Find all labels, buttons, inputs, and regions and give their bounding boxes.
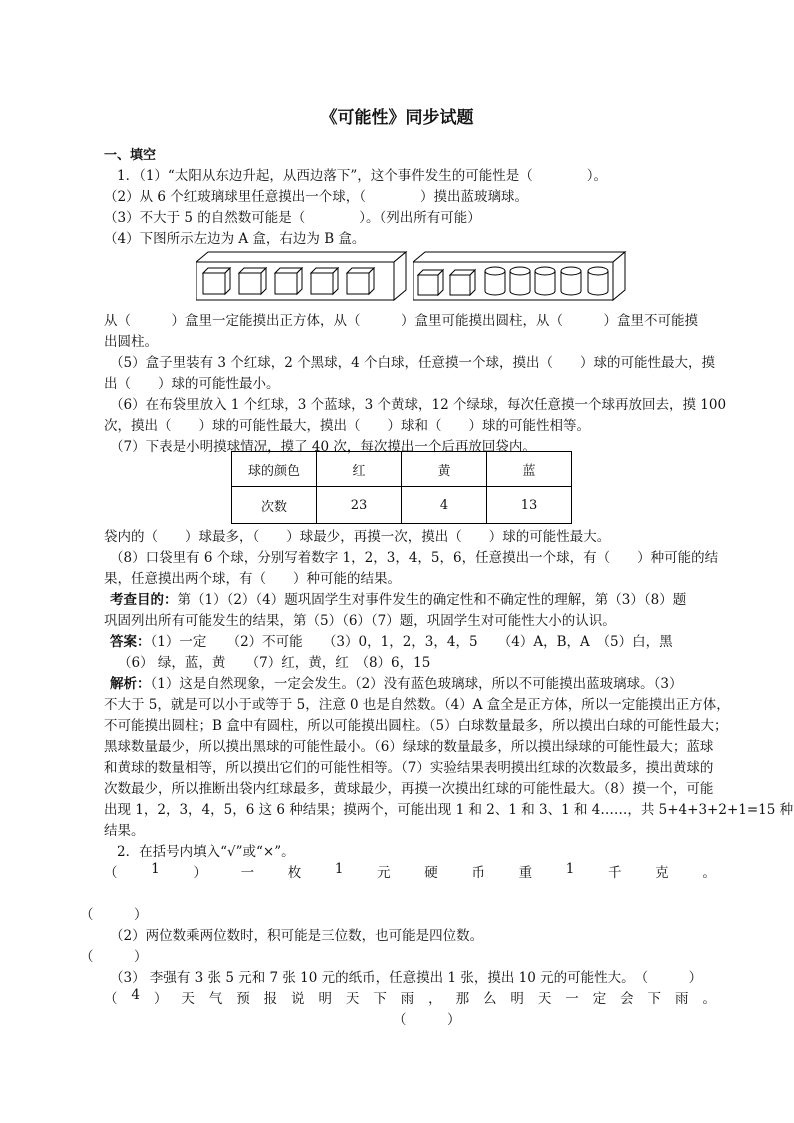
purpose-line2: 巩固列出所有可能发生的结果，第（5）（6）（7）题，巩固学生对可能性大小的认识。 (104, 613, 616, 629)
q2-1-char: ） (193, 865, 207, 881)
analysis-line: 和黄球的数量相等，所以摸出它们的可能性相等。（7）实验结果表明摸出红球的次数最多，摸出黄球的 (104, 760, 714, 776)
question-1-4-line2: 出圆柱。 (104, 334, 158, 350)
q2-4-char: 。 (702, 991, 716, 1007)
answer-label: 答案： (110, 634, 151, 650)
question-2-3: （3） 李强有 3 张 5 元和 7 张 10 元的纸币，任意摸出 1 张，摸出 10 元的可能性大。 （ ） (110, 970, 703, 986)
q2-4-char: 一 (565, 991, 579, 1007)
question-1-7-after: 袋内的（ ）球最多，（ ）球最少，再摸一次，摸出（ ）球的可能性最大。 (104, 529, 611, 545)
question-1-6-line2: 次，摸出（ ）球的可能性最大，摸出（ ）球和（ ）球的可能性相等。 (104, 418, 590, 434)
question-1-6-line1: （6）在布袋里放入 1 个红球，3 个蓝球，3 个黄球，12 个绿球，每次任意摸一个球再放回去，摸 100 (110, 397, 727, 413)
table-cell: 13 (487, 487, 572, 524)
q2-4-char: 天 (181, 991, 195, 1007)
ball-draw-table (231, 451, 572, 524)
table-cell: 红 (317, 452, 402, 487)
q2-1-char: 重 (518, 865, 533, 881)
q2-4-char: 下 (373, 991, 387, 1007)
box-a-illustration (196, 250, 408, 302)
answer-line1 (110, 630, 673, 650)
analysis-line: 结果。 (104, 823, 145, 839)
analysis-line: 不大于 5，就是可以小于或等于 5，注意 0 也是自然数。（4）A 盒全是正方体，所以一定能摸出正方体， (104, 697, 730, 713)
q2-1-char: 1 (565, 861, 575, 877)
q2-4-char: 雨 (400, 991, 415, 1007)
q2-1-char: 一 (240, 865, 255, 881)
section-heading-fill-blank: 一、填空 (104, 148, 157, 163)
table-cell: 蓝 (487, 452, 572, 487)
analysis-line: 不可能摸出圆柱；B 盒中有圆柱，所以可能摸出圆柱。（5）白球数量最多，所以摸出白球的可能性最大； (104, 718, 728, 734)
analysis-line: 次数最少，所以推断出袋内红球最多，黄球最少，再摸一次摸出红球的可能性最大。（8）摸一个，可能 (104, 781, 714, 797)
answer-line2: （6） 绿，蓝，黄 （7）红，黄，红 （8）6，15 (118, 655, 431, 671)
question-1-3: （3）不大于 5 的自然数可能是（ ）。（列出所有可能） (104, 210, 481, 226)
q2-4-char: ， (428, 991, 442, 1007)
answer-blank-2-2[interactable]: （ ） (80, 949, 148, 965)
q2-1-char: 。 (702, 865, 716, 881)
q2-1-char: （ (104, 865, 118, 881)
q2-4-char: 预 (236, 991, 250, 1007)
question-1-4: （4）下图所示左边为 A 盒，右边为 B 盒。 (104, 231, 366, 247)
table-cell: 4 (402, 487, 487, 524)
purpose-text: 第（1）（2）（4）题巩固学生对事件发生的确定性和不确定性的理解，第（3）（8）题 (177, 592, 687, 608)
table-cell: 黄 (402, 452, 487, 487)
answer-blank-2-4[interactable]: （ ） (393, 1012, 461, 1028)
table-header-row (232, 452, 572, 487)
q2-4-char: ） (153, 991, 168, 1007)
analysis-line: 出现 1，2，3，4，5，6 这 6 种结果；摸两个，可能出现 1 和 2、1 和 3、1 和 4……，共 5+4+3+2+1=15 种 (104, 802, 794, 818)
q2-4-char: 定 (592, 991, 607, 1007)
q2-4-char: 说 (291, 991, 305, 1007)
question-1-5-line2: 出（ ）球的可能性最小。 (104, 376, 280, 392)
q2-4-char: 报 (263, 991, 278, 1007)
q2-4-char: 么 (483, 991, 497, 1007)
q2-1-char: 币 (471, 865, 485, 881)
question-1-2: （2）从 6 个红玻璃球里任意摸出一个球，（ ）摸出蓝玻璃球。 (104, 189, 529, 205)
question-1-5-line1: （5）盒子里装有 3 个红球，2 个黑球，4 个白球，任意摸一个球，摸出（ ）球的可能性最大，摸 (110, 355, 716, 371)
q2-4-char: 明 (318, 991, 332, 1007)
q2-4-char: 天 (537, 991, 552, 1007)
question-2-heading: 2．在括号内填入“√”或“×”。 (117, 844, 295, 860)
q2-1-char: 元 (377, 865, 391, 881)
question-2-1 (104, 861, 716, 881)
question-1-8-line2: 果，任意摸出两个球，有（ ）种可能的结果。 (104, 571, 401, 587)
question-2-2: （2）两位数乘两位数时，积可能是三位数，也可能是四位数。 (110, 928, 484, 944)
q2-4-char: 明 (510, 991, 524, 1007)
q2-1-char: 硬 (424, 865, 438, 881)
q2-1-char: 克 (655, 865, 669, 881)
table-cell: 次数 (232, 487, 317, 524)
analysis-line1 (110, 672, 683, 692)
q2-1-char: 1 (334, 861, 344, 877)
table-row (232, 487, 572, 524)
question-1-8-line1: （8）口袋里有 6 个球，分别写着数字 1，2，3，4，5，6，任意摸出一个球，有（ ）种可能的结 (110, 550, 719, 566)
q2-4-char: 下 (647, 991, 662, 1007)
q2-4-char: 天 (345, 991, 360, 1007)
q2-4-char: 那 (455, 991, 470, 1007)
q2-1-char: 千 (608, 865, 622, 881)
q2-1-char: 1 (151, 861, 160, 877)
q2-4-char: 会 (620, 991, 634, 1007)
analysis-text: （1）这是自然现象，一定会发生。（2）没有蓝色玻璃球，所以不可能摸出蓝玻璃球。（3） (150, 676, 683, 692)
question-1-7: （7）下表是小明摸球情况，摸了 40 次，每次摸出一个后再放回袋内。 (110, 439, 536, 455)
q2-1-char: 枚 (287, 865, 302, 881)
analysis-line: 黑球数量最少，所以摸出黑球的可能性最小。（6）绿球的数量最多，所以摸出绿球的可能性最大；蓝球 (104, 739, 714, 755)
table-cell: 23 (317, 487, 402, 524)
table-cell: 球的颜色 (232, 452, 317, 487)
page-title: 《可能性》同步试题 (320, 108, 474, 128)
q2-4-char: （ (104, 991, 118, 1007)
question-2-4 (104, 987, 716, 1007)
q2-4-char: 雨 (674, 991, 689, 1007)
question-1-4-line1: 从（ ）盒里一定能摸出正方体，从（ ）盒里可能摸出圆柱，从（ ）盒里不可能摸 (104, 313, 698, 329)
question-1-1: 1．（1）“太阳从东边升起，从西边落下”，这个事件发生的可能性是（ ）。 (117, 168, 607, 184)
purpose-label: 考查目的： (110, 592, 178, 608)
q2-4-char: 4 (131, 987, 141, 1003)
answer-blank-2-1[interactable]: （ ） (80, 907, 148, 923)
analysis-label: 解析： (110, 676, 151, 692)
purpose-line1 (110, 588, 686, 608)
box-b-illustration (413, 250, 627, 302)
q2-4-char: 气 (208, 991, 223, 1007)
answer-text: （1）一定 （2）不可能 （3）0，1，2，3，4，5 （4）A，B，A （5）白，黑 (150, 634, 673, 650)
